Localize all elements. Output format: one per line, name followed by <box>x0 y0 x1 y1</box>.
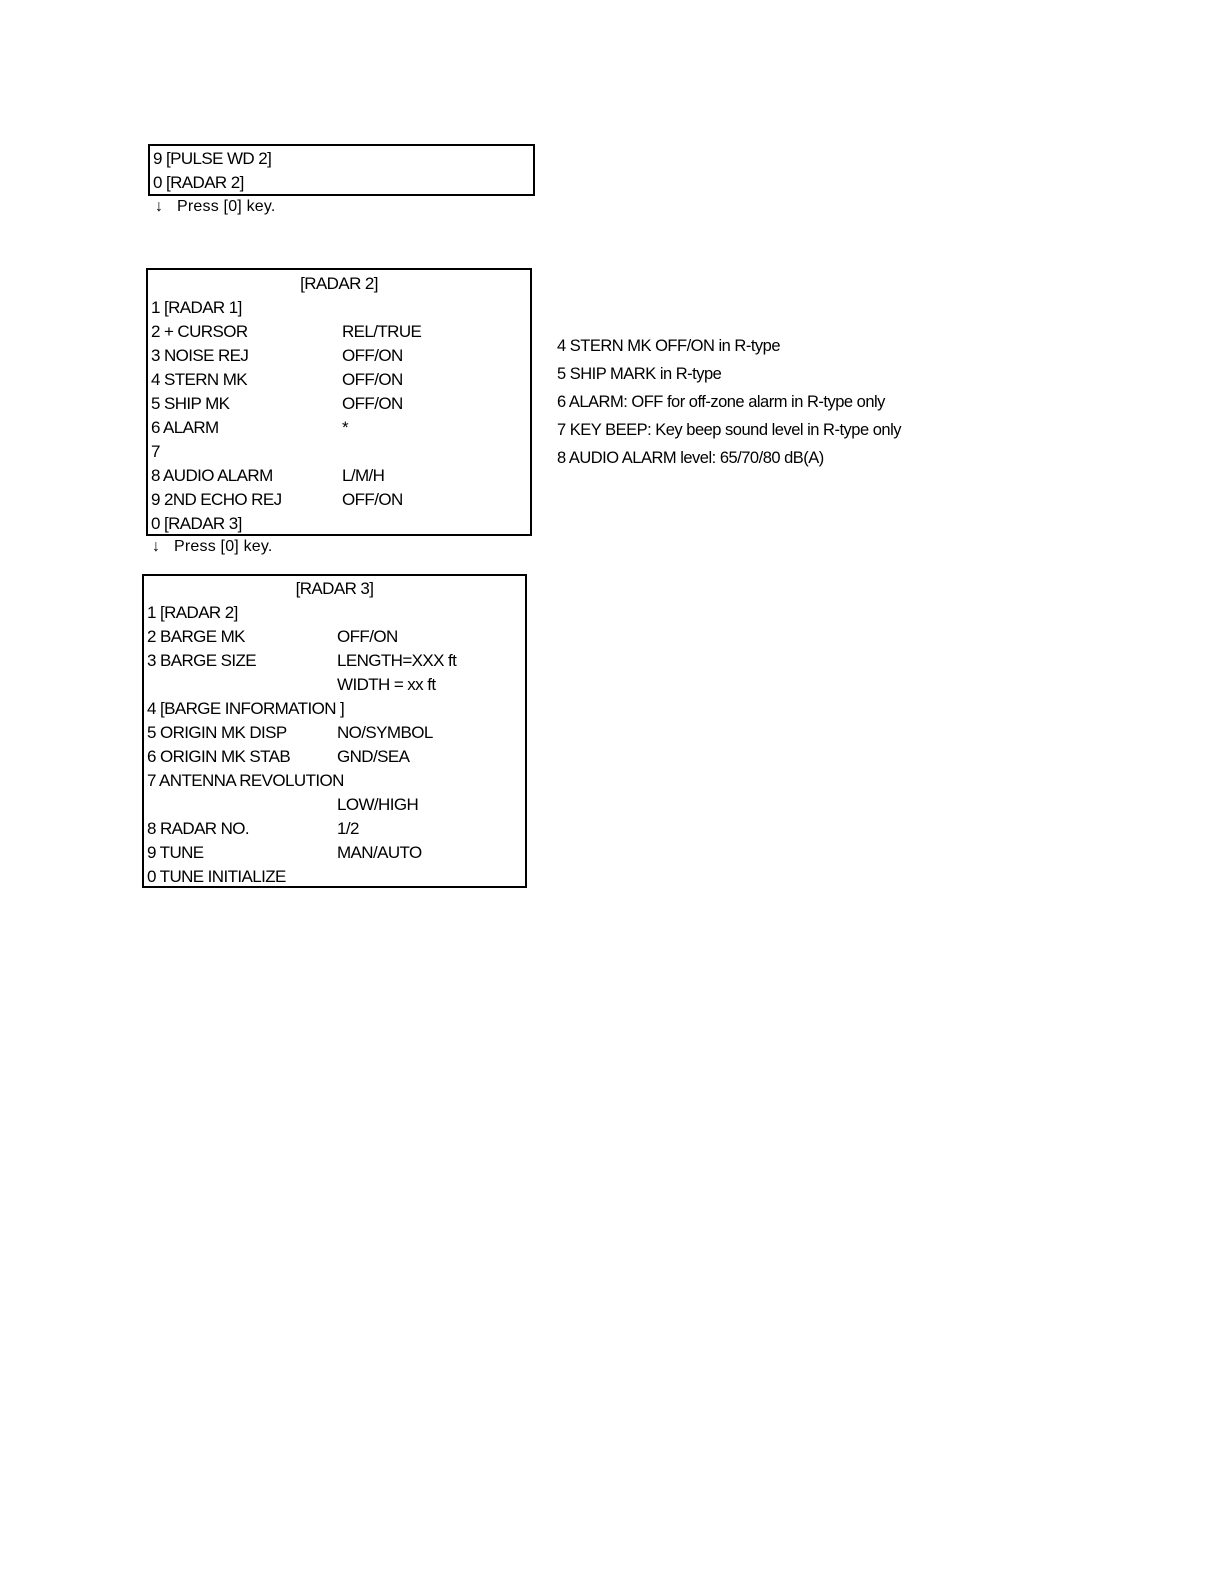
menu-row-value: LOW/HIGH <box>337 795 419 814</box>
menu-title <box>144 577 525 601</box>
menu-row-value: LENGTH=XXX ft <box>337 651 457 670</box>
menu-row <box>144 673 525 697</box>
menu-row-value: NO/SYMBOL <box>337 723 433 742</box>
menu-row-value: OFF/ON <box>337 627 398 646</box>
menu-row <box>144 865 525 889</box>
menu-radar3 <box>142 574 527 888</box>
menu-row-label: 2 BARGE MK <box>147 627 245 646</box>
menu-row <box>144 793 525 817</box>
menu-row-label: 2 + CURSOR <box>151 322 248 341</box>
menu-title-text: [RADAR 3] <box>295 579 374 598</box>
menu-row-value: REL/TRUE <box>342 322 422 341</box>
side-note: 8 AUDIO ALARM level: 65/70/80 dB(A) <box>557 449 824 467</box>
menu-row <box>148 320 530 344</box>
menu-row <box>148 440 530 464</box>
menu-top <box>148 144 535 196</box>
press-key-text: Press [0] key. <box>177 198 276 215</box>
menu-row <box>144 697 525 721</box>
menu-row-label: 1 [RADAR 2] <box>147 603 238 622</box>
menu-row-value: OFF/ON <box>342 346 403 365</box>
menu-row-label: 6 ORIGIN MK STAB <box>147 747 291 766</box>
menu-row-label: 7 <box>151 442 160 461</box>
side-note: 6 ALARM: OFF for off-zone alarm in R-type only <box>557 393 885 411</box>
menu-row <box>148 416 530 440</box>
menu-row <box>148 464 530 488</box>
menu-row-value: OFF/ON <box>342 490 403 509</box>
menu-row <box>148 512 530 536</box>
menu-row-label: 9 [PULSE WD 2] <box>153 149 272 168</box>
side-note: 5 SHIP MARK in R-type <box>557 365 722 383</box>
menu-row <box>144 841 525 865</box>
press-key-note <box>155 198 276 216</box>
menu-row <box>144 721 525 745</box>
menu-row <box>150 171 533 195</box>
side-notes <box>557 332 901 472</box>
menu-row-value: WIDTH = xx ft <box>337 675 436 694</box>
menu-title-text: [RADAR 2] <box>300 274 378 293</box>
menu-row-label: 0 [RADAR 3] <box>151 514 242 533</box>
menu-row-value: GND/SEA <box>337 747 410 766</box>
menu-row <box>144 625 525 649</box>
press-key-note <box>152 538 273 556</box>
menu-row-value: L/M/H <box>342 466 385 485</box>
menu-row <box>148 488 530 512</box>
down-arrow-icon: ↓ <box>155 198 164 215</box>
menu-row <box>148 296 530 320</box>
menu-title <box>148 272 530 296</box>
side-note: 4 STERN MK OFF/ON in R-type <box>557 337 781 355</box>
menu-row <box>148 368 530 392</box>
menu-row-label: 5 ORIGIN MK DISP <box>147 723 287 742</box>
menu-row-label: 0 TUNE INITIALIZE <box>147 867 286 886</box>
menu-row-value: OFF/ON <box>342 394 403 413</box>
menu-row-label: 1 [RADAR 1] <box>151 298 242 317</box>
press-key-text: Press [0] key. <box>174 538 273 555</box>
menu-row-label: 4 [BARGE INFORMATION ] <box>147 699 345 718</box>
menu-row-label: 5 SHIP MK <box>151 394 230 413</box>
menu-row <box>144 649 525 673</box>
menu-row-value: * <box>342 418 349 437</box>
menu-row-label: 8 AUDIO ALARM <box>151 466 273 485</box>
menu-row <box>144 601 525 625</box>
menu-row <box>148 392 530 416</box>
menu-row <box>144 769 525 793</box>
menu-row-label: 9 TUNE <box>147 843 204 862</box>
menu-row-label: 4 STERN MK <box>151 370 248 389</box>
menu-row-label: 3 NOISE REJ <box>151 346 249 365</box>
menu-row-value: OFF/ON <box>342 370 403 389</box>
menu-row <box>144 817 525 841</box>
menu-row-label: 7 ANTENNA REVOLUTION <box>147 771 344 790</box>
menu-row <box>148 344 530 368</box>
menu-radar2 <box>146 268 532 536</box>
side-note: 7 KEY BEEP: Key beep sound level in R-type only <box>557 421 901 439</box>
menu-row <box>144 745 525 769</box>
menu-row <box>150 147 533 171</box>
menu-row-value: MAN/AUTO <box>337 843 422 862</box>
menu-row-label: 8 RADAR NO. <box>147 819 250 838</box>
menu-row-label: 9 2ND ECHO REJ <box>151 490 282 509</box>
menu-row-value: 1/2 <box>337 819 359 838</box>
menu-row-label: 6 ALARM <box>151 418 219 437</box>
menu-row-label: 0 [RADAR 2] <box>153 173 244 192</box>
down-arrow-icon: ↓ <box>152 538 161 555</box>
menu-row-label: 3 BARGE SIZE <box>147 651 257 670</box>
